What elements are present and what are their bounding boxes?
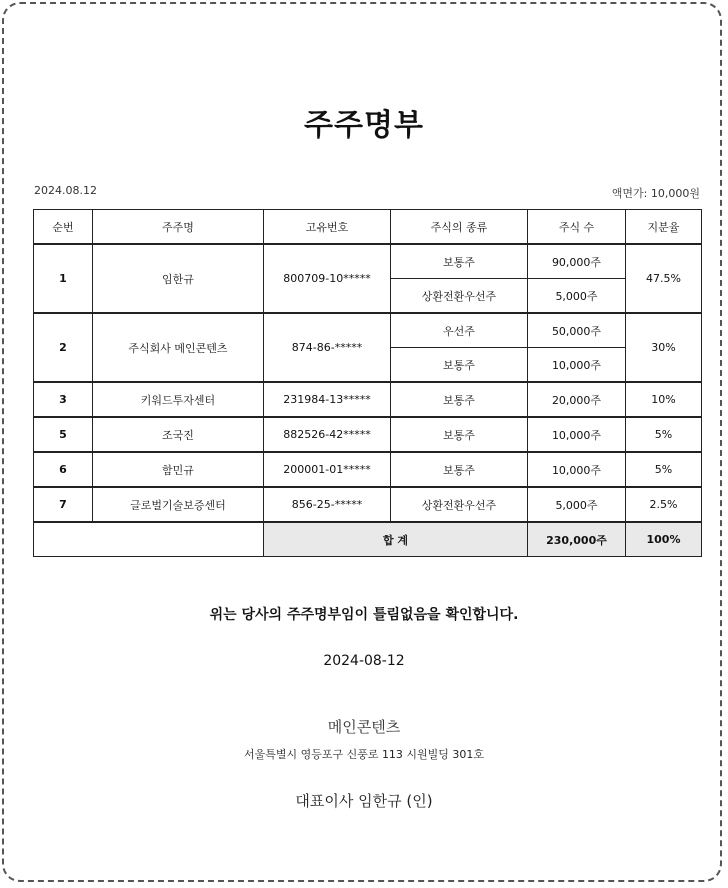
- row-shares: 5,000주: [528, 279, 626, 314]
- total-label: 합 계: [264, 522, 528, 557]
- row-name: 임한규: [93, 244, 264, 313]
- table-row: [34, 382, 702, 417]
- row-id: 200001-01*****: [264, 452, 391, 487]
- row-no: 7: [34, 487, 93, 522]
- table-row: [34, 417, 702, 452]
- header-shares: 주식 수: [528, 210, 626, 245]
- document-title: 주주명부: [304, 108, 424, 143]
- document-date: 2024.08.12: [34, 184, 97, 197]
- row-name: 글로벌기술보증센터: [93, 487, 264, 522]
- confirmation-statement: 위는 당사의 주주명부임이 틀림없음을 확인합니다.: [209, 607, 519, 623]
- company-address: 서울특별시 영등포구 신풍로 113 시원빌딩 301호: [243, 748, 485, 761]
- row-name: 함민규: [93, 452, 264, 487]
- row-shares: 50,000주: [528, 313, 626, 348]
- row-shares: 10,000주: [528, 417, 626, 452]
- row-no: 1: [34, 244, 93, 313]
- header-ratio: 지분율: [626, 210, 702, 245]
- row-type: 보통주: [391, 244, 528, 279]
- table-row: [34, 487, 702, 522]
- row-shares: 10,000주: [528, 348, 626, 383]
- row-shares: 10,000주: [528, 452, 626, 487]
- row-name: 키워드투자센터: [93, 382, 264, 417]
- row-ratio: 5%: [626, 452, 702, 487]
- row-type: 상환전환우선주: [391, 279, 528, 314]
- row-type: 보통주: [391, 452, 528, 487]
- table-header-row: [34, 210, 702, 245]
- row-ratio: 2.5%: [626, 487, 702, 522]
- header-type: 주식의 종류: [391, 210, 528, 245]
- table-row: [34, 452, 702, 487]
- row-id: 882526-42*****: [264, 417, 391, 452]
- row-shares: 20,000주: [528, 382, 626, 417]
- company-name: 메인콘텐츠: [327, 718, 401, 736]
- row-name: 주식회사 메인콘텐츠: [93, 313, 264, 382]
- representative: 대표이사 임한규 (인): [295, 792, 433, 810]
- row-no: 3: [34, 382, 93, 417]
- row-name: 조국진: [93, 417, 264, 452]
- table-row: [34, 313, 702, 348]
- row-id: 874-86-*****: [264, 313, 391, 382]
- row-ratio: 5%: [626, 417, 702, 452]
- row-id: 231984-13*****: [264, 382, 391, 417]
- row-type: 보통주: [391, 417, 528, 452]
- row-id: 856-25-*****: [264, 487, 391, 522]
- issue-date: 2024-08-12: [323, 653, 405, 669]
- row-type: 상환전환우선주: [391, 487, 528, 522]
- row-type: 우선주: [391, 313, 528, 348]
- row-type: 보통주: [391, 348, 528, 383]
- row-ratio: 47.5%: [626, 244, 702, 313]
- row-id: 800709-10*****: [264, 244, 391, 313]
- total-shares: 230,000주: [528, 522, 626, 557]
- row-type: 보통주: [391, 382, 528, 417]
- row-no: 2: [34, 313, 93, 382]
- row-ratio: 10%: [626, 382, 702, 417]
- total-ratio: 100%: [626, 522, 702, 557]
- shareholder-table: [33, 209, 702, 557]
- header-no: 순번: [34, 210, 93, 245]
- row-ratio: 30%: [626, 313, 702, 382]
- par-value: 액면가: 10,000원: [611, 187, 700, 200]
- row-no: 6: [34, 452, 93, 487]
- row-shares: 90,000주: [528, 244, 626, 279]
- row-shares: 5,000주: [528, 487, 626, 522]
- table-row: [34, 244, 702, 279]
- row-no: 5: [34, 417, 93, 452]
- total-row: [34, 522, 702, 557]
- total-empty-cell: [34, 522, 264, 557]
- header-name: 주주명: [93, 210, 264, 245]
- header-id: 고유번호: [264, 210, 391, 245]
